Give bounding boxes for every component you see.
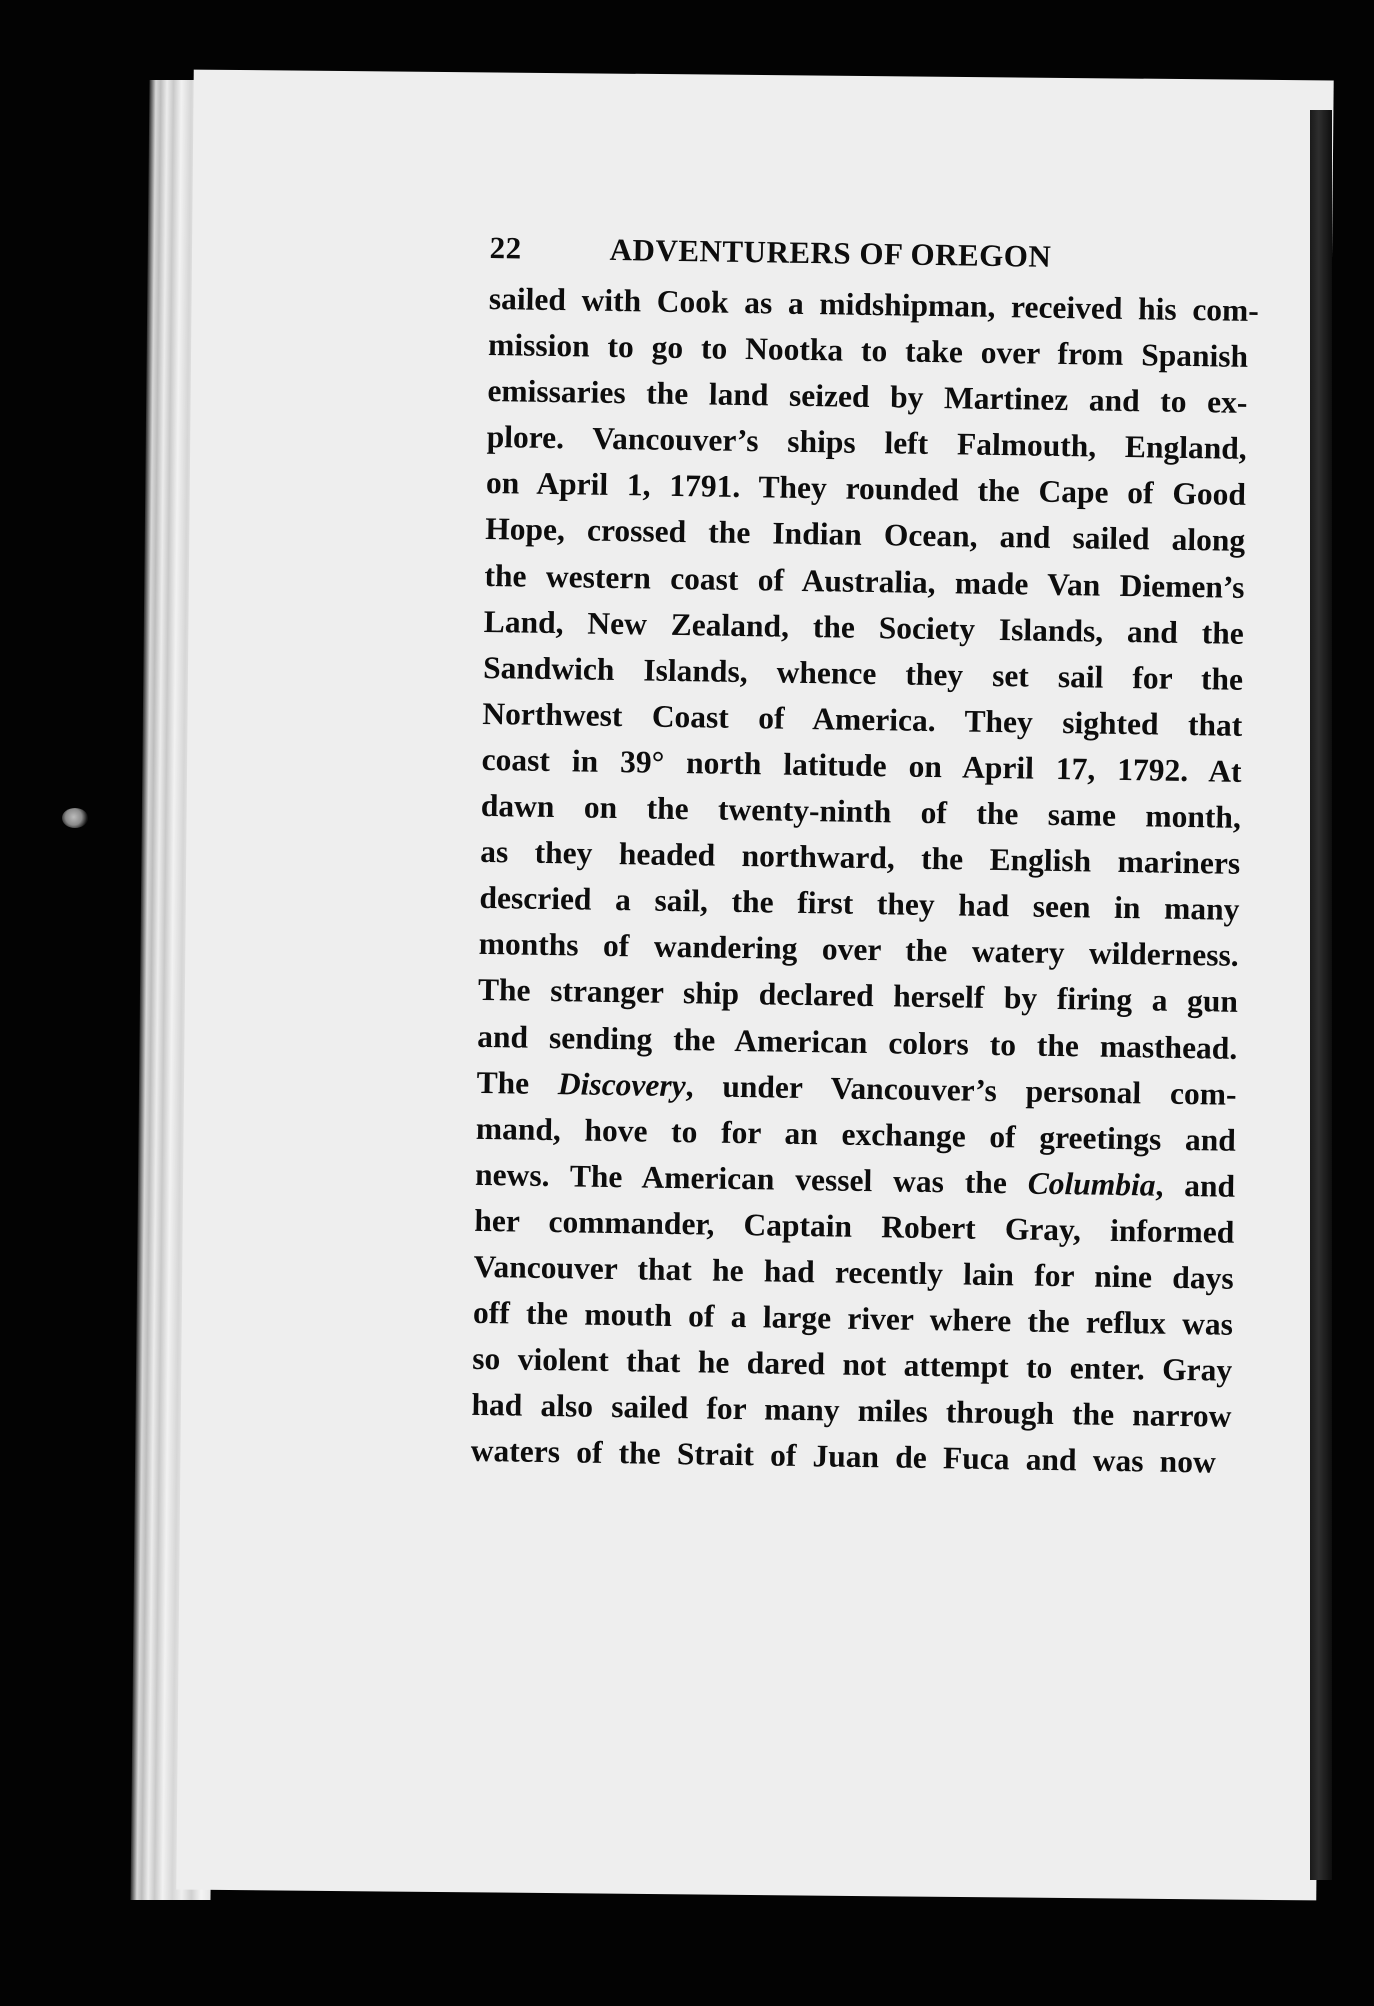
text-line: on April 1, 1791. They rounded the Cape of Good (485, 465, 1247, 513)
text-line: Hope, crossed the Indian Ocean, and sailed along (485, 511, 1246, 559)
ship-name-columbia: Columbia (1027, 1165, 1156, 1203)
text-line: plore. Vancouver’s ships left Falmouth, England, (486, 419, 1247, 467)
ship-name-discovery: Discovery (557, 1065, 686, 1103)
text-line: mission to go to Nootka to take over from Spanish (487, 327, 1249, 375)
text-run: , under Vancouver’s personal com- (685, 1067, 1237, 1112)
text-line: and sending the American colors to the masthead. (477, 1018, 1238, 1066)
text-line: emissaries the land seized by Martinez and to ex- (487, 373, 1248, 421)
text-line: as they headed northward, the English mariners (479, 834, 1241, 881)
text-line: the western coast of Australia, made Van Diemen’s (484, 557, 1245, 605)
text-line: descried a sail, the first they had seen in many (479, 880, 1240, 928)
text-run: news. The American vessel was the (474, 1156, 1029, 1201)
text-line: so violent that he dared not attempt to enter. Gray (471, 1341, 1233, 1388)
text-run: The (476, 1064, 559, 1101)
text-line: Land, New Zealand, the Society Islands, and the (483, 603, 1245, 651)
text-line: waters of the Strait of Juan de Fuca and was now (470, 1433, 1217, 1480)
text-line: Northwest Coast of America. They sighted that (482, 695, 1243, 743)
text-line: coast in 39° north latitude on April 17, 1792. At (481, 741, 1242, 789)
text-line: sailed with Cook as a midshipman, received his com- (488, 280, 1260, 329)
text-line: mand, hove to for an exchange of greetings and (475, 1110, 1237, 1158)
text-line: The stranger ship declared herself by firing a gun (477, 972, 1239, 1020)
text-line: her commander, Captain Robert Gray, informed (474, 1202, 1235, 1250)
text-run: , and (1155, 1167, 1236, 1204)
running-title: ADVENTURERS OF OREGON (609, 231, 1052, 274)
text-line: Sandwich Islands, whence they set sail for the (482, 649, 1244, 697)
page-number: 22 (489, 230, 522, 266)
text-line: had also sailed for many miles through the narrow (471, 1387, 1232, 1435)
text-line: off the mouth of a large river where the reflux was (472, 1294, 1234, 1342)
text-line: Vancouver that he had recently lain for nine days (473, 1248, 1234, 1296)
text-line: months of wandering over the watery wilderness. (478, 926, 1239, 974)
text-line: dawn on the twenty-ninth of the same month, (480, 787, 1242, 835)
page-text (470, 230, 1260, 1486)
dust-speck (62, 808, 88, 828)
facing-page-edge (1310, 110, 1332, 1880)
